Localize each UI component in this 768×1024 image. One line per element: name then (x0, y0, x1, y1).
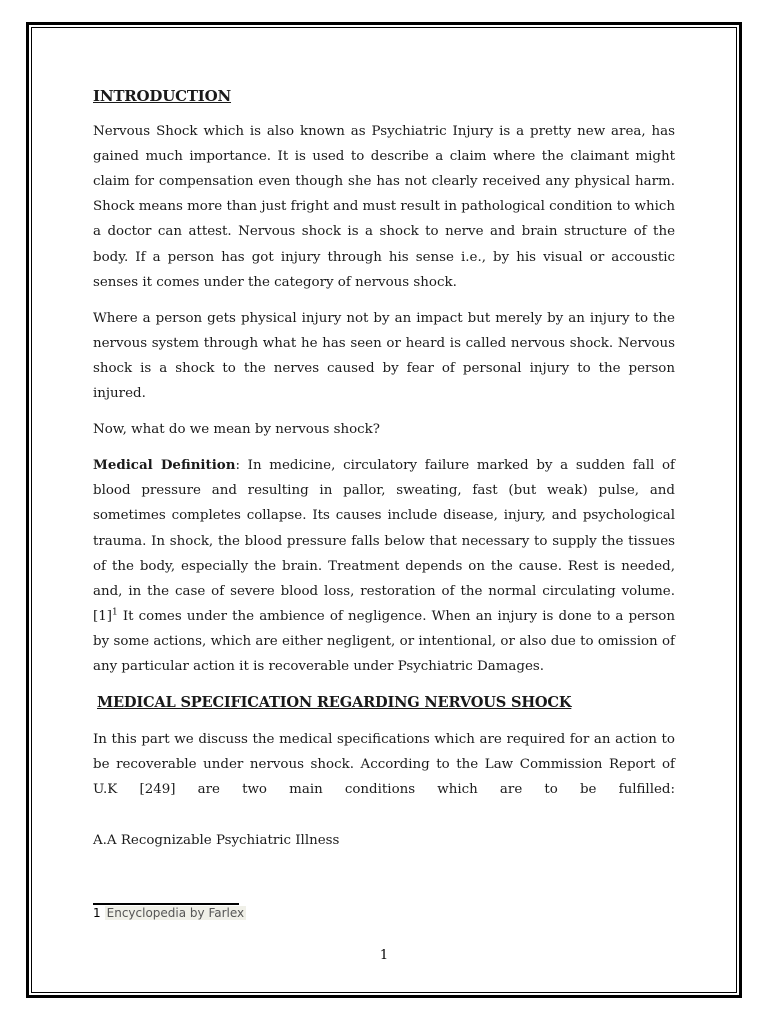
heading-introduction: INTRODUCTION (93, 87, 232, 105)
footnote-reference[interactable]: 1 (111, 607, 118, 618)
heading-medical-specification: MEDICAL SPECIFICATION REGARDING NERVOUS SHOCK (97, 694, 572, 712)
footnote (93, 906, 246, 920)
medical-definition-text-a: : In medicine, circulatory failure marked by a sudden fall of blood pressure and resulting in pallor, sweating, fast (but weak) pulse, and sometimes completes collapse. Its causes include disease, injury, and psychological trauma. In shock, the blood pressure falls below that necessary to supply the tissues of the body, especially the brain. Treatment depends on the cause. Rest is needed, and, in the case of severe blood loss, restoration of the normal circulating volume.[1] (93, 458, 675, 624)
paragraph-medical-spec: In this part we discuss the medical specifications which are required for an action to be recoverable under nervous shock. According to the Law Commission Report of U.K [249] are two main conditions which are to be fulfilled: (93, 732, 675, 798)
medical-definition-label: Medical Definition (93, 457, 236, 474)
paragraph-intro-1: Nervous Shock which is also known as Psychiatric Injury is a pretty new area, has gained much importance. It is used to describe a claim where the claimant might claim for compensation even though she has not clearly received any physical harm. Shock means more than just fright and must result in pathological condition to which a doctor can attest. Nervous shock is a shock to nerve and brain structure of the body. If a person has got injury through his sense i.e., by his visual or accoustic senses it comes under the category of nervous shock. (93, 124, 675, 290)
page-number: 1 (379, 948, 389, 963)
document-body (93, 84, 675, 854)
paragraph-question: Now, what do we mean by nervous shock? (93, 422, 380, 438)
footnote-number: 1 (93, 906, 101, 920)
paragraph-medical-definition (93, 453, 675, 679)
medical-definition-text-b: It comes under the ambience of negligence. When an injury is done to a person by some actions, which are either negligent, or intentional, or also due to omission of any particular action it is recoverable under Psychiatric Damages. (93, 608, 675, 674)
paragraph-intro-2: Where a person gets physical injury not by an impact but merely by an injury to the nervous system through what he has seen or heard is called nervous shock. Nervous shock is a shock to the nerves caused by fear of personal injury to the person injured. (93, 310, 675, 402)
footnote-text: Encyclopedia by Farlex (106, 906, 245, 920)
footnote-separator (93, 903, 239, 905)
list-item-a: A.A Recognizable Psychiatric Illness (93, 833, 340, 849)
